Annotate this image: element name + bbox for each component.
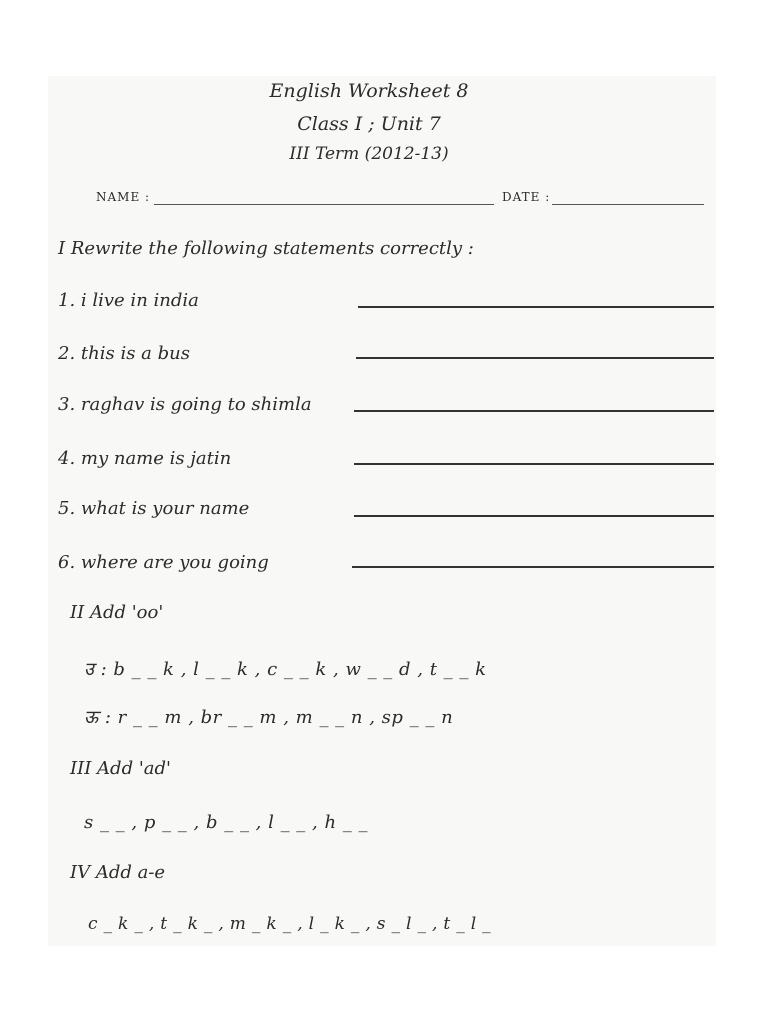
section-4-line: c _ k _ , t _ k _ , m _ k _ , l _ k _ , s _ l _ , t _ l _: [88, 914, 491, 934]
section-2-line-2: ऊ : r _ _ m , br _ _ m , m _ _ n , sp _ _ n: [84, 707, 454, 728]
section-3-heading: III Add 'ad': [70, 758, 171, 779]
class-unit: Class I ; Unit 7: [297, 113, 441, 135]
section-3-line: s _ _ , p _ _ , b _ _ , l _ _ , h _ _: [84, 812, 369, 833]
answer-line-5[interactable]: [354, 515, 714, 517]
name-field-line[interactable]: [154, 204, 494, 205]
statement-2: 2. this is a bus: [58, 343, 190, 364]
answer-line-4[interactable]: [354, 463, 714, 465]
date-label: DATE :: [502, 190, 551, 204]
answer-line-3[interactable]: [354, 410, 714, 412]
section-1-heading: I Rewrite the following statements correctly :: [58, 238, 474, 259]
answer-line-2[interactable]: [356, 357, 714, 359]
statement-1: 1. i live in india: [58, 290, 199, 311]
section-2-line-1: उ : b _ _ k , l _ _ k , c _ _ k , w _ _ d , t _ _ k: [84, 659, 487, 680]
answer-line-6[interactable]: [352, 566, 714, 568]
name-label: NAME :: [96, 190, 151, 204]
statement-3: 3. raghav is going to shimla: [58, 394, 312, 415]
term-label: III Term (2012-13): [289, 144, 449, 164]
statement-6: 6. where are you going: [58, 552, 269, 573]
section-4-heading: IV Add a-e: [70, 862, 166, 883]
statement-4: 4. my name is jatin: [58, 448, 232, 469]
section-2-heading: II Add 'oo': [70, 602, 164, 623]
date-field-line[interactable]: [552, 204, 704, 205]
worksheet-title: English Worksheet 8: [269, 80, 469, 102]
statement-5: 5. what is your name: [58, 498, 250, 519]
answer-line-1[interactable]: [358, 306, 714, 308]
